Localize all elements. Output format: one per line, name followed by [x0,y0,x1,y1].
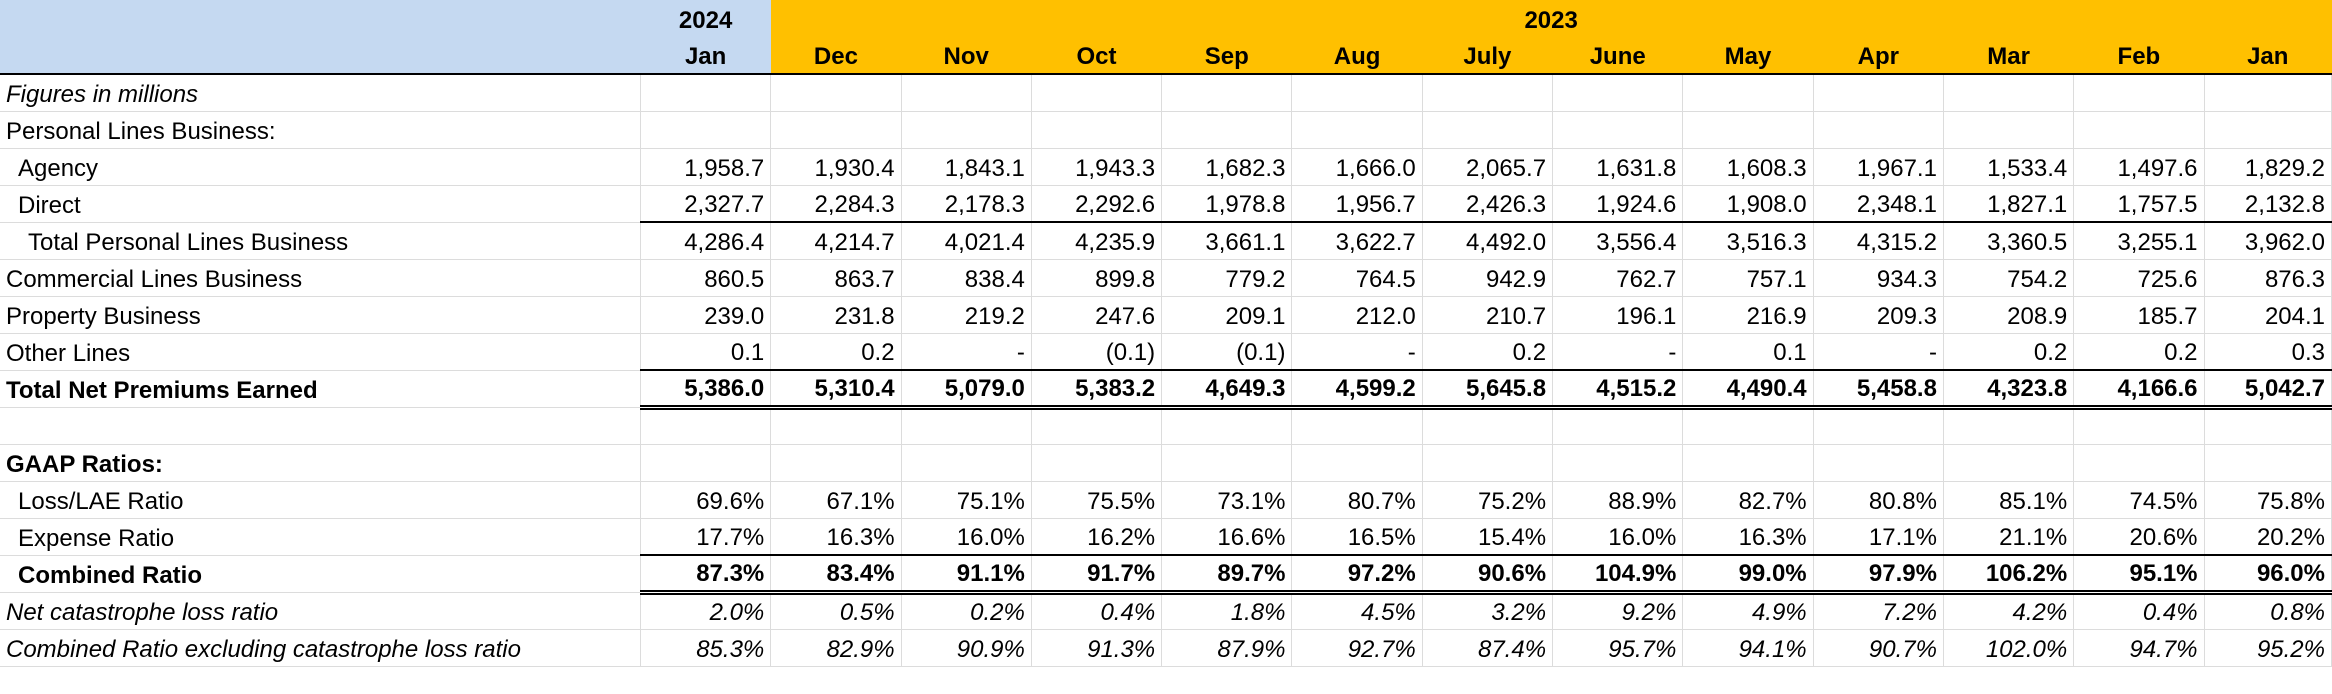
table-cell: 95.1% [2074,555,2204,592]
table-row-loss-lae [0,481,2332,518]
table-cell [1943,444,2073,481]
table-cell: 0.1 [640,333,770,370]
table-cell: 16.6% [1162,518,1292,555]
table-cell: 75.5% [1031,481,1161,518]
table-cell: 4,490.4 [1683,370,1813,407]
table-cell: 99.0% [1683,555,1813,592]
table-cell: 5,079.0 [901,370,1031,407]
table-row-blank [0,407,2332,444]
table-cell [2204,111,2331,148]
table-cell: 80.7% [1292,481,1422,518]
table-cell: 2.0% [640,592,770,629]
month-header: Oct [1031,37,1161,74]
table-cell: 3,962.0 [2204,222,2331,259]
table-cell: 67.1% [771,481,901,518]
table-cell: 73.1% [1162,481,1292,518]
table-cell: 4,649.3 [1162,370,1292,407]
table-cell: 4,515.2 [1553,370,1683,407]
table-cell [1292,111,1422,148]
table-cell: 3,661.1 [1162,222,1292,259]
table-cell: 4.2% [1943,592,2073,629]
table-cell: 90.6% [1422,555,1552,592]
table-cell: 3,622.7 [1292,222,1422,259]
row-label: Expense Ratio [0,518,640,555]
table-cell: 16.3% [1683,518,1813,555]
table-cell: 85.3% [640,629,770,666]
table-cell [901,111,1031,148]
table-cell: 2,327.7 [640,185,770,222]
table-cell: - [1553,333,1683,370]
table-cell: 208.9 [1943,296,2073,333]
table-cell: 860.5 [640,259,770,296]
table-cell: - [901,333,1031,370]
table-cell: 21.1% [1943,518,2073,555]
table-cell: 92.7% [1292,629,1422,666]
table-cell: 74.5% [2074,481,2204,518]
row-label: Figures in millions [0,74,640,111]
table-cell: 754.2 [1943,259,2073,296]
table-cell [2074,111,2204,148]
table-cell: 185.7 [2074,296,2204,333]
table-cell: 4,315.2 [1813,222,1943,259]
table-cell: 863.7 [771,259,901,296]
table-cell [1292,444,1422,481]
table-cell [2204,407,2331,444]
month-header: Aug [1292,37,1422,74]
table-cell: 1,497.6 [2074,148,2204,185]
table-cell: 1,631.8 [1553,148,1683,185]
table-cell: 75.2% [1422,481,1552,518]
header-corner [0,0,640,37]
table-cell: 1,843.1 [901,148,1031,185]
table-cell: 1,924.6 [1553,185,1683,222]
row-label: Net catastrophe loss ratio [0,592,640,629]
table-cell: 82.7% [1683,481,1813,518]
table-cell: 0.1 [1683,333,1813,370]
table-cell: 75.1% [901,481,1031,518]
year-2024-header: 2024 [640,0,770,37]
table-cell: 876.3 [2204,259,2331,296]
table-cell: 0.2 [2074,333,2204,370]
table-cell: 838.4 [901,259,1031,296]
row-label: Personal Lines Business: [0,111,640,148]
table-cell: 16.0% [901,518,1031,555]
table-cell: 0.2 [1422,333,1552,370]
table-cell: 80.8% [1813,481,1943,518]
table-cell: 104.9% [1553,555,1683,592]
table-cell: 3,556.4 [1553,222,1683,259]
table-cell: 16.3% [771,518,901,555]
table-cell: 1,827.1 [1943,185,2073,222]
table-cell [1031,74,1161,111]
row-label: Agency [0,148,640,185]
table-cell: 2,178.3 [901,185,1031,222]
table-cell: 69.6% [640,481,770,518]
table-cell: 15.4% [1422,518,1552,555]
row-label: Property Business [0,296,640,333]
table-cell: 106.2% [1943,555,2073,592]
table-row-net-cat [0,592,2332,629]
table-cell: 91.1% [901,555,1031,592]
table-cell [1553,444,1683,481]
table-cell: 209.1 [1162,296,1292,333]
row-label: Total Personal Lines Business [0,222,640,259]
table-cell [1031,444,1161,481]
table-cell [2204,74,2331,111]
table-cell: 779.2 [1162,259,1292,296]
row-label: Combined Ratio [0,555,640,592]
table-cell: 209.3 [1813,296,1943,333]
table-row-expense [0,518,2332,555]
table-cell: 94.1% [1683,629,1813,666]
table-cell [1422,74,1552,111]
table-cell [2074,444,2204,481]
table-cell: 87.9% [1162,629,1292,666]
table-cell: 83.4% [771,555,901,592]
table-cell [640,407,770,444]
row-label: Commercial Lines Business [0,259,640,296]
month-header: June [1553,37,1683,74]
header-corner [0,37,640,74]
table-cell [1683,74,1813,111]
table-cell: 97.2% [1292,555,1422,592]
table-cell [1031,111,1161,148]
table-cell [1943,111,2073,148]
table-cell [640,444,770,481]
table-row-total-personal [0,222,2332,259]
table-cell: 1.8% [1162,592,1292,629]
month-header: Nov [901,37,1031,74]
table-cell: 90.7% [1813,629,1943,666]
table-cell: 0.2 [771,333,901,370]
table-cell: 75.8% [2204,481,2331,518]
table-cell: 7.2% [1813,592,1943,629]
table-cell: 3.2% [1422,592,1552,629]
table-cell: 2,065.7 [1422,148,1552,185]
row-label: Other Lines [0,333,640,370]
table-cell: (0.1) [1031,333,1161,370]
table-cell [901,444,1031,481]
table-cell: 16.5% [1292,518,1422,555]
table-cell [1422,111,1552,148]
table-cell [1813,74,1943,111]
table-cell: 20.2% [2204,518,2331,555]
month-header: Mar [1943,37,2073,74]
table-cell: 94.7% [2074,629,2204,666]
table-cell: 4,286.4 [640,222,770,259]
table-cell [2074,407,2204,444]
table-cell: 4,214.7 [771,222,901,259]
table-cell [771,74,901,111]
table-cell [1422,407,1552,444]
table-row-other [0,333,2332,370]
table-cell: 89.7% [1162,555,1292,592]
table-cell: 1,958.7 [640,148,770,185]
month-header: Jan [2204,37,2331,74]
table-cell: 1,666.0 [1292,148,1422,185]
table-cell: 942.9 [1422,259,1552,296]
table-cell: 899.8 [1031,259,1161,296]
row-label: GAAP Ratios: [0,444,640,481]
table-cell: 3,255.1 [2074,222,2204,259]
table-cell: 2,292.6 [1031,185,1161,222]
table-cell: 0.8% [2204,592,2331,629]
table-cell: 5,383.2 [1031,370,1161,407]
table-cell: 1,930.4 [771,148,901,185]
table-cell: 20.6% [2074,518,2204,555]
table-cell: 4,021.4 [901,222,1031,259]
table-cell: 2,426.3 [1422,185,1552,222]
table-cell: 1,908.0 [1683,185,1813,222]
table-cell: 4,323.8 [1943,370,2073,407]
table-cell: 212.0 [1292,296,1422,333]
table-row-direct [0,185,2332,222]
table-cell: 764.5 [1292,259,1422,296]
year-header-row [0,0,2332,37]
table-cell: 87.4% [1422,629,1552,666]
table-cell: 0.2 [1943,333,2073,370]
table-cell: 1,967.1 [1813,148,1943,185]
table-cell [901,74,1031,111]
table-cell: 0.4% [1031,592,1161,629]
table-cell: 239.0 [640,296,770,333]
table-cell: - [1292,333,1422,370]
table-cell: 0.4% [2074,592,2204,629]
table-cell: 17.1% [1813,518,1943,555]
table-cell [1162,444,1292,481]
table-row-total-npe [0,370,2332,407]
table-cell [771,407,901,444]
table-cell [1553,407,1683,444]
month-header: May [1683,37,1813,74]
table-cell: 3,516.3 [1683,222,1813,259]
month-header: Sep [1162,37,1292,74]
table-cell [1813,407,1943,444]
table-cell: 1,533.4 [1943,148,2073,185]
table-cell: 757.1 [1683,259,1813,296]
table-cell: 4,235.9 [1031,222,1161,259]
table-cell [1683,407,1813,444]
row-label [0,407,640,444]
table-cell: 196.1 [1553,296,1683,333]
table-cell: 231.8 [771,296,901,333]
table-cell: 5,042.7 [2204,370,2331,407]
table-cell: 3,360.5 [1943,222,2073,259]
table-cell [1943,74,2073,111]
table-cell [1162,74,1292,111]
table-cell: 204.1 [2204,296,2331,333]
table-cell: 210.7 [1422,296,1552,333]
table-cell [1031,407,1161,444]
table-cell [640,74,770,111]
table-cell: 216.9 [1683,296,1813,333]
table-cell: 219.2 [901,296,1031,333]
table-cell [1422,444,1552,481]
table-cell: 87.3% [640,555,770,592]
table-cell: 5,458.8 [1813,370,1943,407]
table-cell: 91.3% [1031,629,1161,666]
table-cell: 5,386.0 [640,370,770,407]
table-cell [1553,111,1683,148]
table-cell: 1,682.3 [1162,148,1292,185]
table-cell: 0.3 [2204,333,2331,370]
table-cell [640,111,770,148]
table-cell: 1,608.3 [1683,148,1813,185]
table-cell: 2,132.8 [2204,185,2331,222]
table-cell [1813,111,1943,148]
row-label: Combined Ratio excluding catastrophe loss ratio [0,629,640,666]
table-row-combined-ex-cat [0,629,2332,666]
table-cell [1683,111,1813,148]
table-cell: 1,943.3 [1031,148,1161,185]
table-cell: 4.9% [1683,592,1813,629]
row-label: Total Net Premiums Earned [0,370,640,407]
table-cell: 762.7 [1553,259,1683,296]
table-cell: 91.7% [1031,555,1161,592]
table-cell: 4,166.6 [2074,370,2204,407]
table-cell: 4,492.0 [1422,222,1552,259]
table-cell [1813,444,1943,481]
table-cell: 934.3 [1813,259,1943,296]
month-header: July [1422,37,1552,74]
table-cell [1292,407,1422,444]
year-2023-header: 2023 [771,0,2332,37]
table-cell: 2,284.3 [771,185,901,222]
month-header: Dec [771,37,901,74]
table-cell: 97.9% [1813,555,1943,592]
table-cell [1943,407,2073,444]
table-cell: 5,310.4 [771,370,901,407]
table-row-gaap [0,444,2332,481]
table-cell [1292,74,1422,111]
table-cell: 16.2% [1031,518,1161,555]
table-cell: 17.7% [640,518,770,555]
month-header: Feb [2074,37,2204,74]
month-header-row [0,37,2332,74]
table-row-property [0,296,2332,333]
table-cell: 725.6 [2074,259,2204,296]
row-label: Direct [0,185,640,222]
table-row-combined [0,555,2332,592]
table-cell [2204,444,2331,481]
table-row-figures [0,74,2332,111]
table-cell: 96.0% [2204,555,2331,592]
table-cell: (0.1) [1162,333,1292,370]
table-cell [1162,407,1292,444]
table-cell: 90.9% [901,629,1031,666]
table-cell: 0.2% [901,592,1031,629]
table-cell: 1,829.2 [2204,148,2331,185]
table-row-agency [0,148,2332,185]
table-cell: 1,757.5 [2074,185,2204,222]
table-cell: 0.5% [771,592,901,629]
table-cell: 9.2% [1553,592,1683,629]
table-cell [2074,74,2204,111]
table-cell: 4.5% [1292,592,1422,629]
table-cell [771,444,901,481]
table-cell [1683,444,1813,481]
table-cell: 2,348.1 [1813,185,1943,222]
table-row-personal [0,111,2332,148]
table-cell [1553,74,1683,111]
table-cell [1162,111,1292,148]
row-label: Loss/LAE Ratio [0,481,640,518]
table-cell [901,407,1031,444]
table-cell: 1,978.8 [1162,185,1292,222]
table-cell: 95.2% [2204,629,2331,666]
table-cell: 102.0% [1943,629,2073,666]
table-cell: 95.7% [1553,629,1683,666]
month-header: Apr [1813,37,1943,74]
table-cell: 4,599.2 [1292,370,1422,407]
table-cell: 85.1% [1943,481,2073,518]
table-cell: 1,956.7 [1292,185,1422,222]
table-cell: 16.0% [1553,518,1683,555]
table-cell: 5,645.8 [1422,370,1552,407]
table-cell: 82.9% [771,629,901,666]
table-cell: 88.9% [1553,481,1683,518]
table-cell: 247.6 [1031,296,1161,333]
month-header: Jan [640,37,770,74]
table-cell: - [1813,333,1943,370]
table-cell [771,111,901,148]
table-row-commercial [0,259,2332,296]
